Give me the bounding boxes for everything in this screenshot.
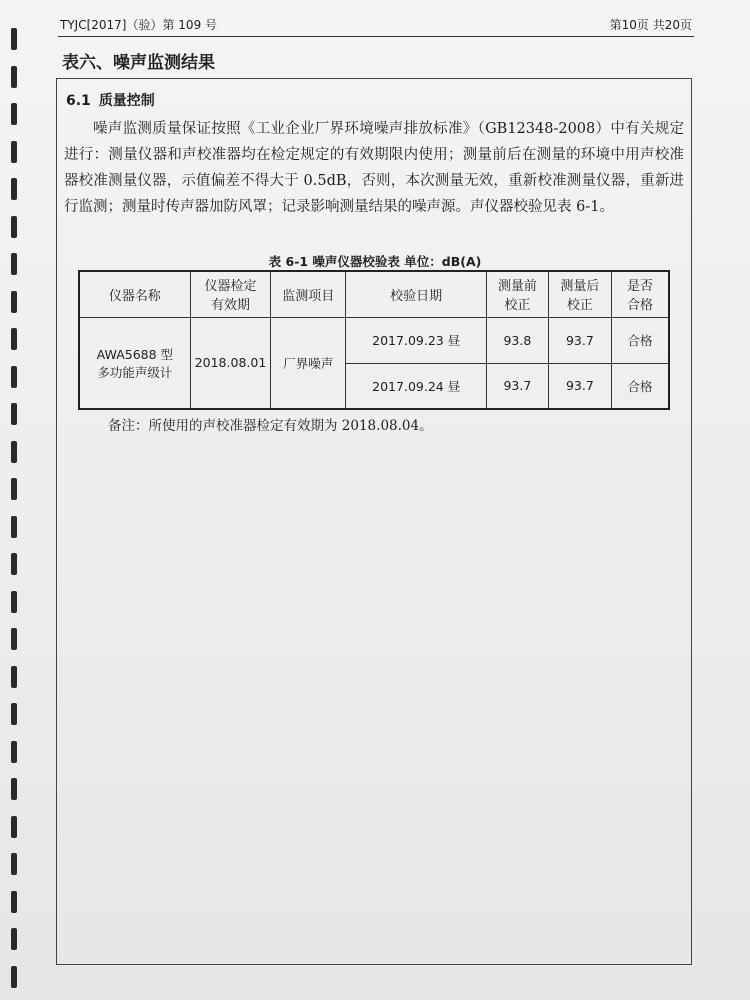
quality-control-paragraph: 噪声监测质量保证按照《工业企业厂界环境噪声排放标准》（GB12348-2008）中有关规定进行：测量仪器和声校准器均在检定规定的有效期限内使用；测量前后在测量的环境中用声校准器校准测量仪器，示值偏差不得大于 0.5dB，否则，本次测量无效，重新校准测量仪器，重新进行监测；测量时传声器加防风罩；记录影响测量结果的噪声源。声仪器校验见表 6-1。 bbox=[64, 121, 684, 215]
header-after-line2: 校正 bbox=[566, 298, 593, 314]
binding-hole bbox=[11, 853, 17, 875]
cell-after: 93.7 bbox=[548, 317, 611, 363]
subsection-heading bbox=[66, 90, 155, 110]
binding-hole bbox=[11, 966, 17, 988]
binding-hole bbox=[11, 366, 17, 388]
section-title: 表六、噪声监测结果 bbox=[62, 53, 215, 73]
header-pass-line1: 是否 bbox=[627, 279, 654, 295]
cell-before: 93.7 bbox=[487, 363, 549, 409]
binding-hole bbox=[11, 291, 17, 313]
header-after-line1: 测量后 bbox=[560, 279, 600, 295]
cell-pass: 合格 bbox=[612, 317, 669, 363]
binding-hole bbox=[11, 816, 17, 838]
header-pass bbox=[612, 271, 669, 317]
table-row bbox=[79, 317, 669, 363]
binding-hole bbox=[11, 928, 17, 950]
header-pass-line2: 合格 bbox=[627, 298, 654, 314]
header-date: 校验日期 bbox=[346, 271, 487, 317]
instrument-line1: AWA5688 型 bbox=[96, 346, 174, 362]
binding-hole bbox=[11, 103, 17, 125]
table-header-row bbox=[79, 271, 669, 317]
header-instrument: 仪器名称 bbox=[79, 271, 190, 317]
binding-hole bbox=[11, 628, 17, 650]
binding-hole bbox=[11, 66, 17, 88]
cell-date: 2017.09.23 昼 bbox=[346, 317, 487, 363]
header-after bbox=[548, 271, 611, 317]
header-validity-line2: 有效期 bbox=[210, 298, 250, 314]
header-before-line1: 测量前 bbox=[497, 279, 537, 295]
binding-hole bbox=[11, 591, 17, 613]
cell-date: 2017.09.24 昼 bbox=[346, 363, 487, 409]
page-header bbox=[60, 12, 692, 34]
binding-hole bbox=[11, 666, 17, 688]
binding-hole bbox=[11, 891, 17, 913]
cell-before: 93.8 bbox=[487, 317, 549, 363]
binding-hole bbox=[11, 216, 17, 238]
binding-hole bbox=[11, 141, 17, 163]
subsection-title: 质量控制 bbox=[98, 93, 155, 109]
binding-hole bbox=[11, 178, 17, 200]
header-validity bbox=[190, 271, 271, 317]
header-rule bbox=[58, 36, 694, 37]
subsection-number: 6.1 bbox=[66, 93, 91, 109]
header-validity-line1: 仪器检定 bbox=[204, 279, 257, 295]
cell-item: 厂界噪声 bbox=[271, 317, 346, 409]
binding-hole bbox=[11, 741, 17, 763]
doc-number: TYJC[2017]（验）第 109 号 bbox=[60, 18, 218, 32]
cell-instrument bbox=[79, 317, 190, 409]
cell-pass: 合格 bbox=[612, 363, 669, 409]
binding-hole bbox=[11, 703, 17, 725]
binding-hole bbox=[11, 516, 17, 538]
cell-validity: 2018.08.01 bbox=[190, 317, 271, 409]
binding-hole bbox=[11, 403, 17, 425]
binding-hole bbox=[11, 328, 17, 350]
binding-hole bbox=[11, 778, 17, 800]
binding-hole bbox=[11, 553, 17, 575]
page-info: 第10页 共20页 bbox=[609, 18, 692, 32]
binding-hole bbox=[11, 28, 17, 50]
table-note: 备注：所使用的声校准器检定有效期为 2018.08.04。 bbox=[108, 418, 433, 434]
binding-hole bbox=[11, 441, 17, 463]
header-item: 监测项目 bbox=[271, 271, 346, 317]
calibration-table bbox=[78, 270, 670, 410]
header-before-line2: 校正 bbox=[504, 298, 531, 314]
table-caption: 表 6-1 噪声仪器校验表 单位：dB(A) bbox=[268, 254, 482, 269]
cell-after: 93.7 bbox=[548, 363, 611, 409]
binding-hole bbox=[11, 478, 17, 500]
instrument-line2: 多功能声级计 bbox=[97, 364, 173, 380]
header-before bbox=[487, 271, 549, 317]
